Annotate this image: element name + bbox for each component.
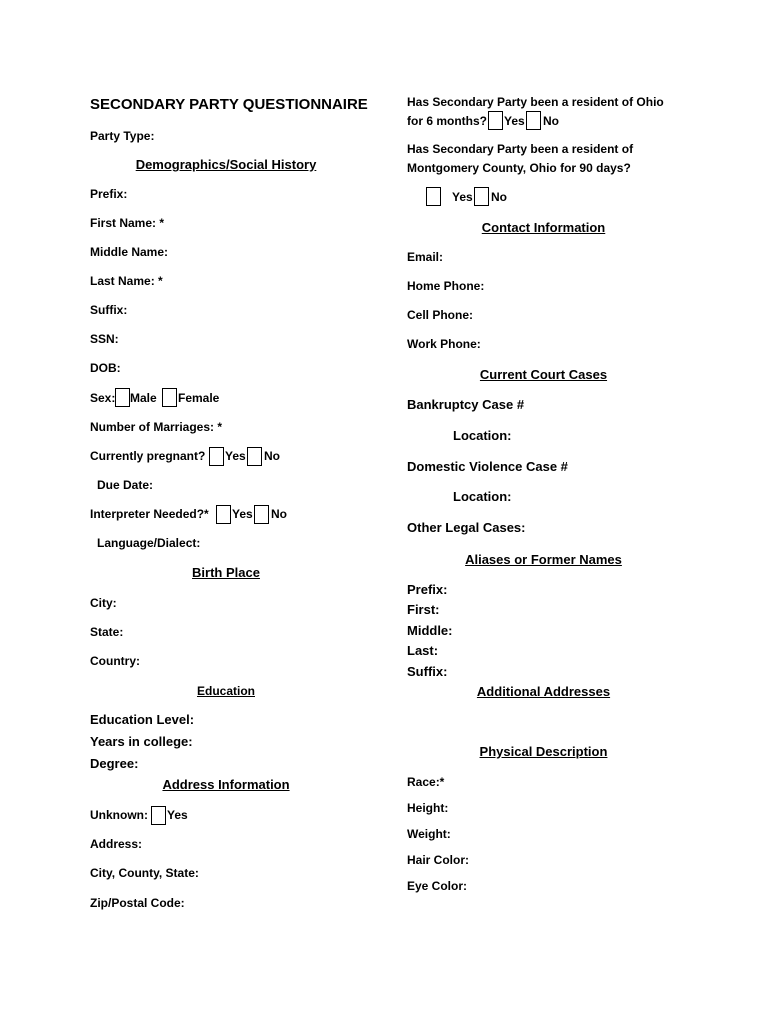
height-label: Height: bbox=[407, 801, 449, 815]
due-date-label: Due Date: bbox=[97, 478, 154, 492]
party-type-label: Party Type: bbox=[90, 129, 155, 143]
contact-heading: Contact Information bbox=[481, 220, 606, 235]
demographics-heading: Demographics/Social History bbox=[135, 157, 317, 172]
degree-label: Degree: bbox=[90, 756, 139, 771]
city-label: City: bbox=[90, 596, 117, 610]
other-legal-label: Other Legal Cases: bbox=[407, 520, 526, 535]
domestic-location-label: Location: bbox=[453, 489, 512, 504]
ssn-label: SSN: bbox=[90, 332, 119, 346]
unknown-yes-label: Yes bbox=[167, 808, 188, 822]
pregnant-yes-label: Yes bbox=[225, 449, 246, 463]
female-label: Female bbox=[178, 391, 220, 405]
alias-prefix-label: Prefix: bbox=[407, 582, 448, 597]
work-phone-label: Work Phone: bbox=[407, 337, 481, 351]
ohio-no-checkbox[interactable] bbox=[526, 111, 541, 130]
suffix-label: Suffix: bbox=[90, 303, 128, 317]
alias-first-label: First: bbox=[407, 602, 440, 617]
weight-label: Weight: bbox=[407, 827, 451, 841]
eye-color-label: Eye Color: bbox=[407, 879, 468, 893]
cell-phone-label: Cell Phone: bbox=[407, 308, 474, 322]
interpreter-yes-label: Yes bbox=[232, 507, 253, 521]
pregnant-no-checkbox[interactable] bbox=[247, 447, 262, 466]
aliases-heading: Aliases or Former Names bbox=[465, 552, 622, 567]
address-label: Address: bbox=[90, 837, 143, 851]
pregnant-label: Currently pregnant? bbox=[90, 449, 206, 463]
ohio-yes-checkbox[interactable] bbox=[488, 111, 503, 130]
form-title: SECONDARY PARTY QUESTIONNAIRE bbox=[90, 96, 368, 113]
pregnant-yes-checkbox[interactable] bbox=[209, 447, 224, 466]
alias-suffix-label: Suffix: bbox=[407, 664, 448, 679]
state-label: State: bbox=[90, 625, 124, 639]
first-name-label: First Name: * bbox=[90, 216, 165, 230]
address-heading: Address Information bbox=[162, 777, 290, 792]
last-name-label: Last Name: * bbox=[90, 274, 163, 288]
ohio-no-label: No bbox=[543, 114, 559, 128]
prefix-label: Prefix: bbox=[90, 187, 128, 201]
alias-middle-label: Middle: bbox=[407, 623, 453, 638]
physical-description-heading: Physical Description bbox=[479, 744, 608, 759]
bankruptcy-location-label: Location: bbox=[453, 428, 512, 443]
montgomery-yes-checkbox[interactable] bbox=[426, 187, 441, 206]
zip-label: Zip/Postal Code: bbox=[90, 896, 185, 910]
language-label: Language/Dialect: bbox=[97, 536, 201, 550]
unknown-yes-checkbox[interactable] bbox=[151, 806, 166, 825]
education-heading: Education bbox=[196, 684, 255, 698]
sex-label: Sex: bbox=[90, 391, 116, 405]
domestic-violence-label: Domestic Violence Case # bbox=[407, 459, 568, 474]
additional-addresses-heading: Additional Addresses bbox=[476, 684, 611, 699]
female-checkbox[interactable] bbox=[162, 388, 177, 407]
interpreter-yes-checkbox[interactable] bbox=[216, 505, 231, 524]
male-label: Male bbox=[130, 391, 157, 405]
hair-color-label: Hair Color: bbox=[407, 853, 470, 867]
dob-label: DOB: bbox=[90, 361, 121, 375]
city-county-state-label: City, County, State: bbox=[90, 866, 199, 880]
email-label: Email: bbox=[407, 250, 444, 264]
education-level-label: Education Level: bbox=[90, 712, 195, 727]
unknown-label: Unknown: bbox=[90, 808, 148, 822]
male-checkbox[interactable] bbox=[115, 388, 130, 407]
pregnant-no-label: No bbox=[264, 449, 280, 463]
alias-last-label: Last: bbox=[407, 643, 439, 658]
ohio-question-line2: for 6 months? bbox=[407, 114, 487, 128]
interpreter-label: Interpreter Needed?* bbox=[90, 507, 209, 521]
bankruptcy-label: Bankruptcy Case # bbox=[407, 397, 525, 412]
marriages-label: Number of Marriages: * bbox=[90, 420, 223, 434]
interpreter-no-label: No bbox=[271, 507, 287, 521]
birth-place-heading: Birth Place bbox=[192, 565, 260, 580]
ohio-yes-label: Yes bbox=[504, 114, 525, 128]
race-label: Race:* bbox=[407, 775, 445, 789]
middle-name-label: Middle Name: bbox=[90, 245, 169, 259]
montgomery-question-line1: Has Secondary Party been a resident of bbox=[407, 142, 634, 156]
montgomery-yes-label: Yes bbox=[452, 190, 473, 204]
home-phone-label: Home Phone: bbox=[407, 279, 485, 293]
court-cases-heading: Current Court Cases bbox=[479, 367, 608, 382]
years-college-label: Years in college: bbox=[90, 734, 193, 749]
montgomery-no-checkbox[interactable] bbox=[474, 187, 489, 206]
interpreter-no-checkbox[interactable] bbox=[254, 505, 269, 524]
montgomery-no-label: No bbox=[491, 190, 507, 204]
ohio-question-line1: Has Secondary Party been a resident of Ohio bbox=[407, 95, 664, 109]
country-label: Country: bbox=[90, 654, 140, 668]
montgomery-question-line2: Montgomery County, Ohio for 90 days? bbox=[407, 161, 631, 175]
